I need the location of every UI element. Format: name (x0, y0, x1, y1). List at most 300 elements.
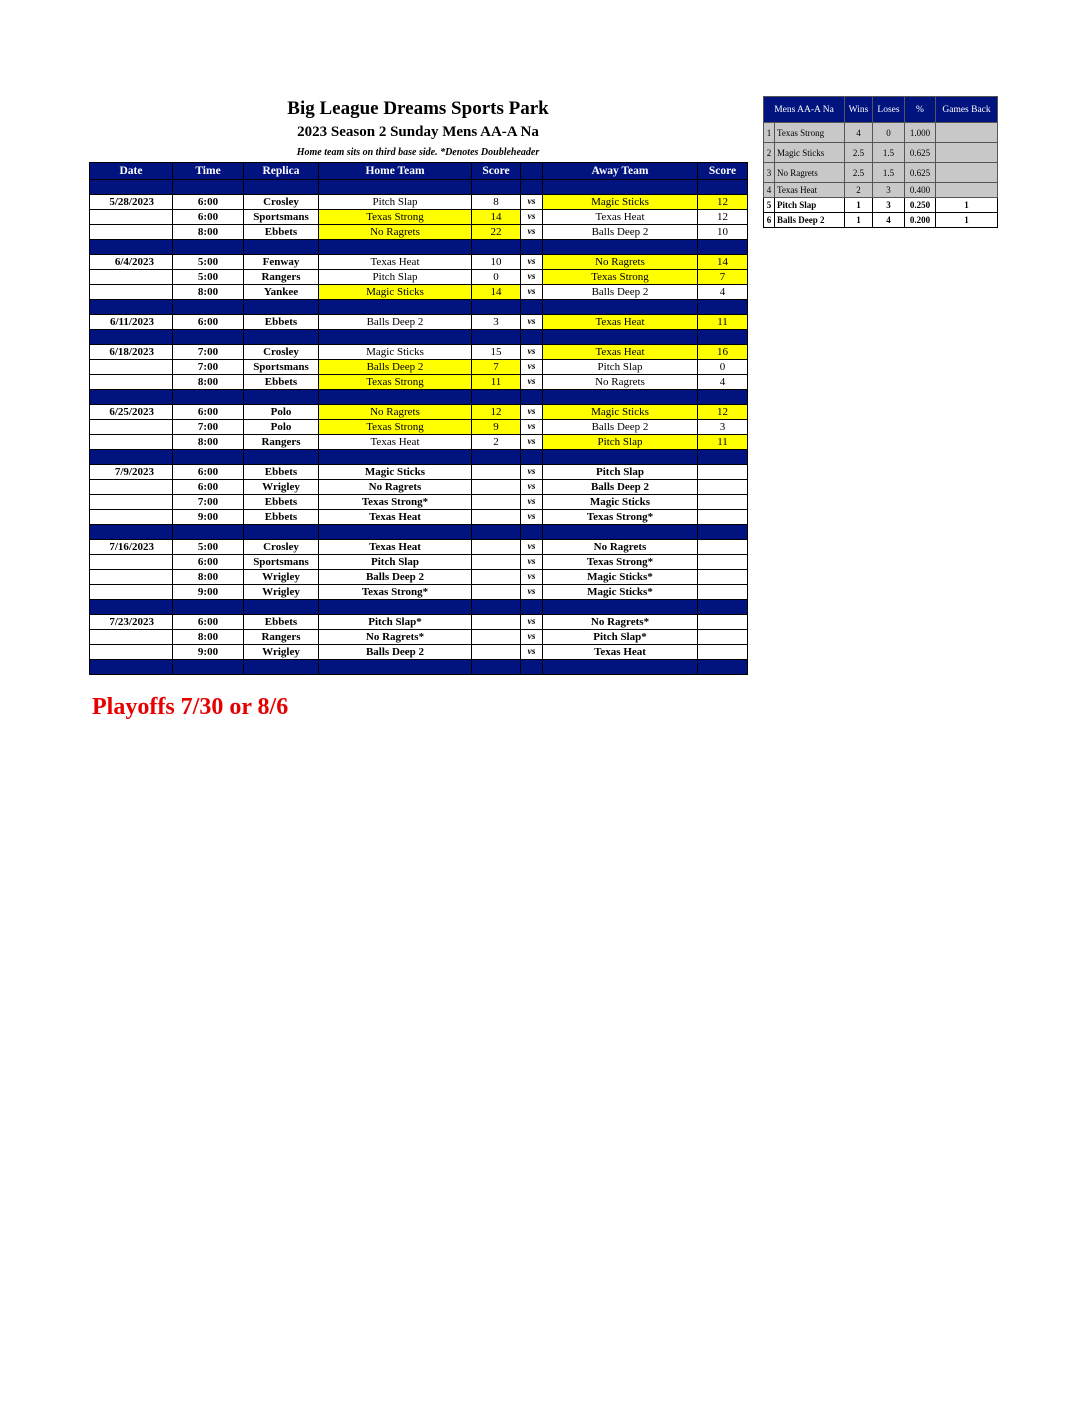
separator-cell (244, 450, 319, 465)
vs-label: vs (521, 285, 543, 300)
game-time: 9:00 (173, 645, 244, 660)
separator-cell (472, 390, 521, 405)
game-row (90, 315, 748, 330)
home-team: Texas Strong (319, 420, 472, 435)
separator-cell (472, 300, 521, 315)
separator-cell (543, 330, 698, 345)
game-date: 7/23/2023 (90, 615, 173, 630)
game-date (90, 480, 173, 495)
standings-rank: 6 (764, 213, 775, 228)
game-date (90, 570, 173, 585)
separator-cell (244, 180, 319, 195)
separator-cell (173, 525, 244, 540)
standings-loses: 1.5 (873, 143, 905, 163)
separator-cell (319, 240, 472, 255)
game-time: 7:00 (173, 495, 244, 510)
game-field: Ebbets (244, 225, 319, 240)
standings-wins: 1 (845, 198, 873, 213)
page-subtitle: 2023 Season 2 Sunday Mens AA-A Na (297, 124, 539, 140)
home-team: Balls Deep 2 (319, 315, 472, 330)
away-score (698, 570, 748, 585)
game-time: 6:00 (173, 555, 244, 570)
game-time: 9:00 (173, 585, 244, 600)
vs-label: vs (521, 435, 543, 450)
separator-cell (472, 180, 521, 195)
standings-rank: 5 (764, 198, 775, 213)
standings-wins: 2.5 (845, 143, 873, 163)
separator-cell (521, 180, 543, 195)
home-team: No Ragrets (319, 405, 472, 420)
separator-cell (173, 450, 244, 465)
separator-cell (319, 390, 472, 405)
game-date (90, 495, 173, 510)
home-team: Texas Heat (319, 510, 472, 525)
separator-cell (698, 330, 748, 345)
standings-wins: 4 (845, 123, 873, 143)
game-field: Ebbets (244, 315, 319, 330)
away-score: 4 (698, 285, 748, 300)
game-time: 6:00 (173, 210, 244, 225)
separator-cell (698, 450, 748, 465)
vs-label: vs (521, 375, 543, 390)
game-time: 7:00 (173, 345, 244, 360)
week-separator (90, 660, 748, 675)
standings-games-back (936, 183, 998, 198)
game-date (90, 435, 173, 450)
game-date (90, 225, 173, 240)
separator-cell (90, 600, 173, 615)
week-separator (90, 450, 748, 465)
away-team: Texas Strong* (543, 510, 698, 525)
away-team: No Ragrets (543, 375, 698, 390)
home-score: 22 (472, 225, 521, 240)
game-time: 5:00 (173, 255, 244, 270)
home-score (472, 645, 521, 660)
standings-col-pct: % (905, 97, 936, 123)
standings-team: Balls Deep 2 (775, 213, 845, 228)
standings-col-division: Mens AA-A Na (764, 97, 845, 123)
separator-cell (90, 300, 173, 315)
away-team: No Ragrets* (543, 615, 698, 630)
vs-label: vs (521, 570, 543, 585)
separator-cell (521, 600, 543, 615)
away-score: 16 (698, 345, 748, 360)
separator-cell (244, 600, 319, 615)
game-date (90, 375, 173, 390)
separator-cell (543, 600, 698, 615)
game-field: Rangers (244, 435, 319, 450)
game-date: 6/11/2023 (90, 315, 173, 330)
home-score (472, 555, 521, 570)
home-team: Magic Sticks (319, 345, 472, 360)
separator-cell (173, 600, 244, 615)
game-row (90, 645, 748, 660)
separator-cell (90, 180, 173, 195)
game-date: 6/18/2023 (90, 345, 173, 360)
away-score (698, 585, 748, 600)
home-score: 7 (472, 360, 521, 375)
game-date (90, 420, 173, 435)
standings-wins: 2 (845, 183, 873, 198)
standings-row (764, 143, 998, 163)
home-score: 15 (472, 345, 521, 360)
home-team: Balls Deep 2 (319, 570, 472, 585)
home-score: 14 (472, 285, 521, 300)
away-team: Texas Heat (543, 210, 698, 225)
game-date: 7/16/2023 (90, 540, 173, 555)
home-team: Magic Sticks (319, 465, 472, 480)
game-field: Sportsmans (244, 555, 319, 570)
week-separator (90, 240, 748, 255)
home-team: Texas Strong (319, 210, 472, 225)
home-score (472, 540, 521, 555)
game-row (90, 375, 748, 390)
vs-label: vs (521, 315, 543, 330)
game-date (90, 210, 173, 225)
away-score: 11 (698, 315, 748, 330)
separator-cell (543, 660, 698, 675)
away-score (698, 465, 748, 480)
away-score (698, 480, 748, 495)
game-time: 8:00 (173, 570, 244, 585)
away-team: Pitch Slap* (543, 630, 698, 645)
home-score (472, 510, 521, 525)
game-date (90, 630, 173, 645)
separator-cell (543, 525, 698, 540)
game-field: Yankee (244, 285, 319, 300)
col-away-team: Away Team (543, 163, 698, 180)
standings-team: Pitch Slap (775, 198, 845, 213)
standings-row (764, 213, 998, 228)
game-row (90, 345, 748, 360)
away-team: No Ragrets (543, 540, 698, 555)
separator-cell (244, 240, 319, 255)
home-score (472, 495, 521, 510)
home-score (472, 615, 521, 630)
away-score (698, 510, 748, 525)
standings-row (764, 183, 998, 198)
separator-cell (472, 450, 521, 465)
game-time: 6:00 (173, 405, 244, 420)
separator-cell (244, 660, 319, 675)
away-team: Texas Heat (543, 315, 698, 330)
separator-cell (173, 180, 244, 195)
game-date: 7/9/2023 (90, 465, 173, 480)
standings-row (764, 123, 998, 143)
away-team: Texas Strong* (543, 555, 698, 570)
separator-cell (90, 450, 173, 465)
game-row (90, 510, 748, 525)
home-team: No Ragrets (319, 225, 472, 240)
standings-team: Texas Strong (775, 123, 845, 143)
away-score: 12 (698, 195, 748, 210)
home-team: Texas Heat (319, 255, 472, 270)
game-row (90, 285, 748, 300)
game-row (90, 570, 748, 585)
away-team: No Ragrets (543, 255, 698, 270)
home-score: 10 (472, 255, 521, 270)
standings-pct: 0.200 (905, 213, 936, 228)
separator-cell (319, 180, 472, 195)
game-time: 6:00 (173, 615, 244, 630)
separator-cell (90, 525, 173, 540)
game-time: 8:00 (173, 285, 244, 300)
home-team: No Ragrets* (319, 630, 472, 645)
vs-label: vs (521, 345, 543, 360)
game-row (90, 555, 748, 570)
separator-cell (90, 390, 173, 405)
separator-cell (90, 660, 173, 675)
home-team: Texas Heat (319, 435, 472, 450)
standings-loses: 4 (873, 213, 905, 228)
separator-cell (543, 240, 698, 255)
vs-label: vs (521, 630, 543, 645)
separator-cell (472, 525, 521, 540)
home-team: Texas Heat (319, 540, 472, 555)
vs-label: vs (521, 255, 543, 270)
away-team: Balls Deep 2 (543, 285, 698, 300)
separator-cell (698, 240, 748, 255)
playoffs-note: Playoffs 7/30 or 8/6 (92, 694, 289, 720)
vs-label: vs (521, 195, 543, 210)
home-team: Pitch Slap* (319, 615, 472, 630)
away-team: Balls Deep 2 (543, 480, 698, 495)
home-team: Texas Strong (319, 375, 472, 390)
col-date: Date (90, 163, 173, 180)
home-score: 11 (472, 375, 521, 390)
game-time: 7:00 (173, 360, 244, 375)
away-score (698, 540, 748, 555)
game-date (90, 585, 173, 600)
away-score: 14 (698, 255, 748, 270)
home-team: Pitch Slap (319, 270, 472, 285)
standings-col-wins: Wins (845, 97, 873, 123)
game-row (90, 495, 748, 510)
col-replica: Replica (244, 163, 319, 180)
col-home-score: Score (472, 163, 521, 180)
game-field: Ebbets (244, 510, 319, 525)
away-score: 10 (698, 225, 748, 240)
page-note: Home team sits on third base side. *Denotes Doubleheader (296, 147, 540, 158)
away-team: Magic Sticks (543, 495, 698, 510)
standings-pct: 1.000 (905, 123, 936, 143)
game-row (90, 195, 748, 210)
game-field: Polo (244, 420, 319, 435)
standings-games-back (936, 143, 998, 163)
away-team: Magic Sticks (543, 405, 698, 420)
away-team: Pitch Slap (543, 465, 698, 480)
separator-cell (90, 240, 173, 255)
separator-cell (472, 240, 521, 255)
game-field: Sportsmans (244, 360, 319, 375)
separator-cell (244, 330, 319, 345)
game-row (90, 210, 748, 225)
away-score: 12 (698, 210, 748, 225)
separator-cell (90, 330, 173, 345)
away-team: Texas Strong (543, 270, 698, 285)
game-row (90, 405, 748, 420)
game-time: 6:00 (173, 465, 244, 480)
vs-label: vs (521, 225, 543, 240)
standings-games-back (936, 123, 998, 143)
standings-wins: 1 (845, 213, 873, 228)
separator-cell (698, 660, 748, 675)
home-score: 3 (472, 315, 521, 330)
separator-cell (244, 300, 319, 315)
standings-pct: 0.625 (905, 163, 936, 183)
home-team: Texas Strong* (319, 495, 472, 510)
game-time: 8:00 (173, 375, 244, 390)
home-score (472, 480, 521, 495)
home-score: 14 (472, 210, 521, 225)
away-score (698, 615, 748, 630)
home-team: Pitch Slap (319, 555, 472, 570)
separator-cell (521, 450, 543, 465)
game-field: Ebbets (244, 615, 319, 630)
game-time: 8:00 (173, 225, 244, 240)
game-date (90, 645, 173, 660)
game-field: Ebbets (244, 495, 319, 510)
away-team: Magic Sticks* (543, 570, 698, 585)
col-vs (521, 163, 543, 180)
away-score: 11 (698, 435, 748, 450)
separator-cell (698, 525, 748, 540)
week-separator (90, 600, 748, 615)
separator-cell (521, 330, 543, 345)
away-team: Balls Deep 2 (543, 420, 698, 435)
week-separator (90, 330, 748, 345)
week-separator (90, 525, 748, 540)
game-field: Sportsmans (244, 210, 319, 225)
game-time: 6:00 (173, 195, 244, 210)
standings-col-loses: Loses (873, 97, 905, 123)
away-score: 12 (698, 405, 748, 420)
separator-cell (543, 180, 698, 195)
home-score (472, 465, 521, 480)
vs-label: vs (521, 480, 543, 495)
game-time: 8:00 (173, 630, 244, 645)
home-team: Balls Deep 2 (319, 360, 472, 375)
game-row (90, 420, 748, 435)
separator-cell (319, 330, 472, 345)
home-score: 2 (472, 435, 521, 450)
standings-row (764, 163, 998, 183)
game-field: Wrigley (244, 480, 319, 495)
game-field: Wrigley (244, 585, 319, 600)
separator-cell (173, 330, 244, 345)
away-score (698, 555, 748, 570)
vs-label: vs (521, 555, 543, 570)
away-score: 3 (698, 420, 748, 435)
week-separator (90, 300, 748, 315)
home-score: 12 (472, 405, 521, 420)
game-row (90, 465, 748, 480)
home-score: 8 (472, 195, 521, 210)
standings-table (763, 96, 998, 228)
separator-cell (543, 450, 698, 465)
away-score: 0 (698, 360, 748, 375)
standings-pct: 0.250 (905, 198, 936, 213)
standings-wins: 2.5 (845, 163, 873, 183)
game-field: Rangers (244, 270, 319, 285)
game-row (90, 630, 748, 645)
game-date: 6/4/2023 (90, 255, 173, 270)
separator-cell (698, 180, 748, 195)
game-row (90, 435, 748, 450)
col-away-score: Score (698, 163, 748, 180)
game-row (90, 255, 748, 270)
standings-games-back: 1 (936, 198, 998, 213)
game-field: Fenway (244, 255, 319, 270)
away-score (698, 645, 748, 660)
game-field: Crosley (244, 195, 319, 210)
game-row (90, 225, 748, 240)
week-separator (90, 390, 748, 405)
home-score: 0 (472, 270, 521, 285)
game-date (90, 510, 173, 525)
separator-cell (472, 660, 521, 675)
standings-pct: 0.625 (905, 143, 936, 163)
game-row (90, 615, 748, 630)
game-time: 9:00 (173, 510, 244, 525)
away-score: 4 (698, 375, 748, 390)
separator-cell (244, 525, 319, 540)
vs-label: vs (521, 465, 543, 480)
away-score (698, 495, 748, 510)
schedule-header-row (90, 163, 748, 180)
away-score (698, 630, 748, 645)
game-field: Rangers (244, 630, 319, 645)
vs-label: vs (521, 645, 543, 660)
game-time: 8:00 (173, 435, 244, 450)
game-row (90, 270, 748, 285)
away-score: 7 (698, 270, 748, 285)
separator-cell (472, 330, 521, 345)
vs-label: vs (521, 210, 543, 225)
home-score (472, 630, 521, 645)
page-title: Big League Dreams Sports Park (287, 98, 549, 119)
away-team: Pitch Slap (543, 360, 698, 375)
game-date (90, 360, 173, 375)
standings-team: No Ragrets (775, 163, 845, 183)
separator-cell (543, 300, 698, 315)
separator-cell (543, 390, 698, 405)
vs-label: vs (521, 405, 543, 420)
away-team: Magic Sticks* (543, 585, 698, 600)
game-field: Wrigley (244, 570, 319, 585)
game-time: 7:00 (173, 420, 244, 435)
game-date (90, 555, 173, 570)
separator-cell (521, 525, 543, 540)
home-team: Balls Deep 2 (319, 645, 472, 660)
game-row (90, 585, 748, 600)
separator-cell (521, 300, 543, 315)
away-team: Texas Heat (543, 645, 698, 660)
col-time: Time (173, 163, 244, 180)
game-row (90, 360, 748, 375)
standings-loses: 1.5 (873, 163, 905, 183)
separator-cell (319, 450, 472, 465)
game-field: Crosley (244, 345, 319, 360)
vs-label: vs (521, 360, 543, 375)
separator-cell (521, 660, 543, 675)
standings-header-row (764, 97, 998, 123)
game-field: Ebbets (244, 465, 319, 480)
game-date: 6/25/2023 (90, 405, 173, 420)
separator-cell (698, 390, 748, 405)
game-row (90, 540, 748, 555)
away-team: Magic Sticks (543, 195, 698, 210)
